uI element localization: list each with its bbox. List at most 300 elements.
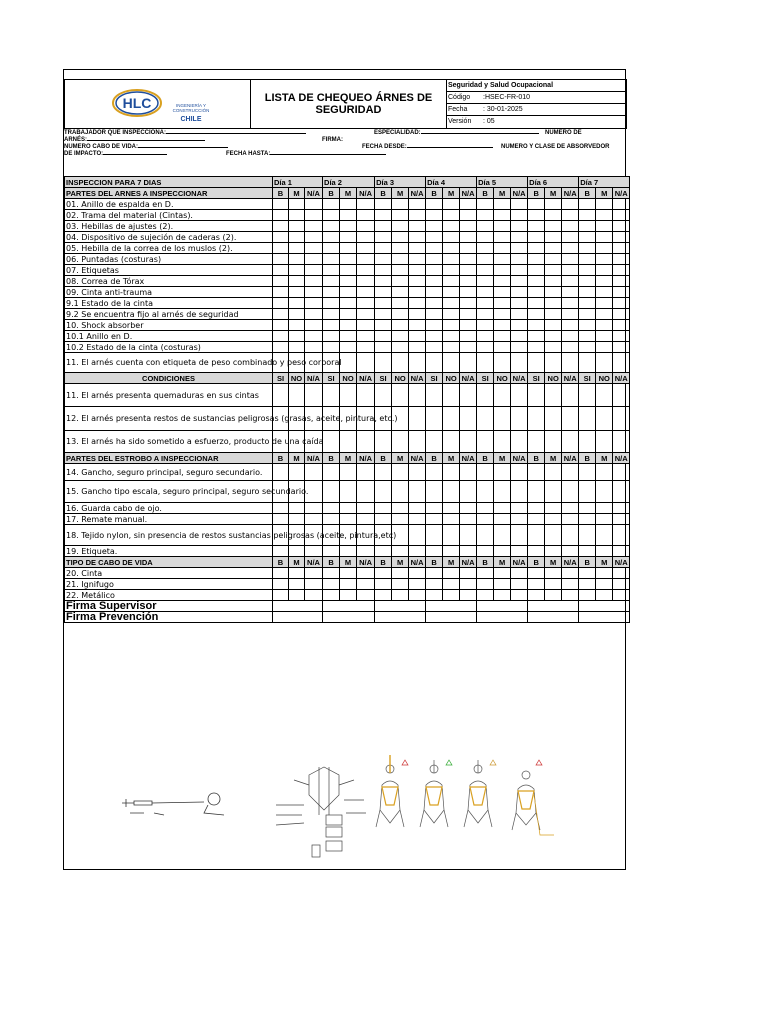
check-cell[interactable] <box>477 464 494 481</box>
check-cell[interactable] <box>426 353 443 373</box>
check-cell[interactable] <box>323 254 340 265</box>
check-cell[interactable] <box>443 199 460 210</box>
check-cell[interactable] <box>562 210 579 221</box>
check-cell[interactable] <box>613 353 630 373</box>
check-cell[interactable] <box>477 568 494 579</box>
check-cell[interactable] <box>426 503 443 514</box>
check-cell[interactable] <box>340 503 357 514</box>
check-cell[interactable] <box>392 503 409 514</box>
check-cell[interactable] <box>511 232 528 243</box>
check-cell[interactable] <box>443 221 460 232</box>
check-cell[interactable] <box>375 481 392 503</box>
check-cell[interactable] <box>375 503 392 514</box>
check-cell[interactable] <box>323 309 340 320</box>
check-cell[interactable] <box>511 525 528 546</box>
check-cell[interactable] <box>443 331 460 342</box>
check-cell[interactable] <box>305 342 323 353</box>
check-cell[interactable] <box>323 431 340 453</box>
check-cell[interactable] <box>340 276 357 287</box>
check-cell[interactable] <box>579 287 596 298</box>
check-cell[interactable] <box>392 309 409 320</box>
check-cell[interactable] <box>460 579 477 590</box>
field-fecha-desde[interactable]: FECHA DESDE: <box>362 144 493 151</box>
check-cell[interactable] <box>323 590 340 601</box>
check-cell[interactable] <box>596 342 613 353</box>
check-cell[interactable] <box>562 481 579 503</box>
check-cell[interactable] <box>426 514 443 525</box>
check-cell[interactable] <box>392 265 409 276</box>
check-cell[interactable] <box>340 287 357 298</box>
check-cell[interactable] <box>273 221 289 232</box>
check-cell[interactable] <box>443 254 460 265</box>
check-cell[interactable] <box>409 254 426 265</box>
check-cell[interactable] <box>579 590 596 601</box>
check-cell[interactable] <box>511 309 528 320</box>
check-cell[interactable] <box>562 384 579 407</box>
check-cell[interactable] <box>392 331 409 342</box>
check-cell[interactable] <box>511 407 528 431</box>
check-cell[interactable] <box>375 243 392 254</box>
check-cell[interactable] <box>409 514 426 525</box>
check-cell[interactable] <box>511 298 528 309</box>
check-cell[interactable] <box>528 287 545 298</box>
check-cell[interactable] <box>340 431 357 453</box>
check-cell[interactable] <box>511 431 528 453</box>
check-cell[interactable] <box>289 514 305 525</box>
check-cell[interactable] <box>273 464 289 481</box>
check-cell[interactable] <box>305 287 323 298</box>
check-cell[interactable] <box>511 320 528 331</box>
check-cell[interactable] <box>562 331 579 342</box>
check-cell[interactable] <box>460 546 477 557</box>
check-cell[interactable] <box>545 342 562 353</box>
check-cell[interactable] <box>477 431 494 453</box>
signature-cell[interactable] <box>528 612 579 623</box>
check-cell[interactable] <box>494 503 511 514</box>
check-cell[interactable] <box>528 232 545 243</box>
check-cell[interactable] <box>392 232 409 243</box>
check-cell[interactable] <box>305 276 323 287</box>
check-cell[interactable] <box>579 276 596 287</box>
check-cell[interactable] <box>596 232 613 243</box>
check-cell[interactable] <box>579 298 596 309</box>
check-cell[interactable] <box>305 503 323 514</box>
check-cell[interactable] <box>511 254 528 265</box>
check-cell[interactable] <box>511 353 528 373</box>
check-cell[interactable] <box>443 287 460 298</box>
check-cell[interactable] <box>409 243 426 254</box>
check-cell[interactable] <box>579 481 596 503</box>
check-cell[interactable] <box>511 265 528 276</box>
check-cell[interactable] <box>340 221 357 232</box>
check-cell[interactable] <box>494 464 511 481</box>
check-cell[interactable] <box>596 481 613 503</box>
check-cell[interactable] <box>477 579 494 590</box>
check-cell[interactable] <box>426 590 443 601</box>
check-cell[interactable] <box>460 320 477 331</box>
check-cell[interactable] <box>460 243 477 254</box>
check-cell[interactable] <box>596 199 613 210</box>
check-cell[interactable] <box>273 254 289 265</box>
check-cell[interactable] <box>443 590 460 601</box>
check-cell[interactable] <box>375 342 392 353</box>
check-cell[interactable] <box>494 232 511 243</box>
check-cell[interactable] <box>305 309 323 320</box>
check-cell[interactable] <box>494 210 511 221</box>
check-cell[interactable] <box>323 265 340 276</box>
check-cell[interactable] <box>289 287 305 298</box>
check-cell[interactable] <box>579 309 596 320</box>
check-cell[interactable] <box>392 384 409 407</box>
check-cell[interactable] <box>426 320 443 331</box>
check-cell[interactable] <box>579 353 596 373</box>
check-cell[interactable] <box>511 331 528 342</box>
check-cell[interactable] <box>562 503 579 514</box>
check-cell[interactable] <box>273 590 289 601</box>
check-cell[interactable] <box>443 276 460 287</box>
check-cell[interactable] <box>375 287 392 298</box>
check-cell[interactable] <box>323 384 340 407</box>
check-cell[interactable] <box>613 464 630 481</box>
check-cell[interactable] <box>460 464 477 481</box>
check-cell[interactable] <box>579 503 596 514</box>
check-cell[interactable] <box>613 525 630 546</box>
check-cell[interactable] <box>305 232 323 243</box>
check-cell[interactable] <box>426 431 443 453</box>
check-cell[interactable] <box>545 254 562 265</box>
check-cell[interactable] <box>596 503 613 514</box>
check-cell[interactable] <box>289 210 305 221</box>
check-cell[interactable] <box>477 546 494 557</box>
check-cell[interactable] <box>494 546 511 557</box>
check-cell[interactable] <box>443 265 460 276</box>
check-cell[interactable] <box>409 407 426 431</box>
check-cell[interactable] <box>613 481 630 503</box>
check-cell[interactable] <box>494 287 511 298</box>
check-cell[interactable] <box>409 298 426 309</box>
signature-cell[interactable] <box>579 612 630 623</box>
check-cell[interactable] <box>443 309 460 320</box>
check-cell[interactable] <box>596 525 613 546</box>
check-cell[interactable] <box>443 464 460 481</box>
check-cell[interactable] <box>305 210 323 221</box>
check-cell[interactable] <box>460 254 477 265</box>
check-cell[interactable] <box>375 579 392 590</box>
check-cell[interactable] <box>494 590 511 601</box>
check-cell[interactable] <box>613 265 630 276</box>
check-cell[interactable] <box>289 199 305 210</box>
check-cell[interactable] <box>409 199 426 210</box>
check-cell[interactable] <box>511 287 528 298</box>
check-cell[interactable] <box>460 431 477 453</box>
check-cell[interactable] <box>305 464 323 481</box>
check-cell[interactable] <box>511 221 528 232</box>
check-cell[interactable] <box>357 243 375 254</box>
check-cell[interactable] <box>443 298 460 309</box>
check-cell[interactable] <box>579 546 596 557</box>
check-cell[interactable] <box>596 431 613 453</box>
check-cell[interactable] <box>545 546 562 557</box>
check-cell[interactable] <box>289 579 305 590</box>
check-cell[interactable] <box>596 298 613 309</box>
check-cell[interactable] <box>562 243 579 254</box>
check-cell[interactable] <box>494 431 511 453</box>
signature-cell[interactable] <box>323 612 375 623</box>
check-cell[interactable] <box>357 514 375 525</box>
check-cell[interactable] <box>562 407 579 431</box>
check-cell[interactable] <box>545 276 562 287</box>
check-cell[interactable] <box>596 568 613 579</box>
check-cell[interactable] <box>596 221 613 232</box>
check-cell[interactable] <box>613 384 630 407</box>
check-cell[interactable] <box>494 243 511 254</box>
signature-cell[interactable] <box>375 601 426 612</box>
signature-cell[interactable] <box>477 612 528 623</box>
check-cell[interactable] <box>460 590 477 601</box>
check-cell[interactable] <box>392 221 409 232</box>
check-cell[interactable] <box>596 320 613 331</box>
check-cell[interactable] <box>528 342 545 353</box>
signature-cell[interactable] <box>273 612 323 623</box>
check-cell[interactable] <box>426 481 443 503</box>
check-cell[interactable] <box>392 481 409 503</box>
check-cell[interactable] <box>375 232 392 243</box>
check-cell[interactable] <box>596 331 613 342</box>
check-cell[interactable] <box>511 514 528 525</box>
check-cell[interactable] <box>409 503 426 514</box>
check-cell[interactable] <box>357 568 375 579</box>
check-cell[interactable] <box>426 579 443 590</box>
check-cell[interactable] <box>494 384 511 407</box>
check-cell[interactable] <box>392 590 409 601</box>
check-cell[interactable] <box>477 525 494 546</box>
check-cell[interactable] <box>273 384 289 407</box>
check-cell[interactable] <box>545 320 562 331</box>
check-cell[interactable] <box>613 320 630 331</box>
check-cell[interactable] <box>426 568 443 579</box>
check-cell[interactable] <box>613 221 630 232</box>
check-cell[interactable] <box>460 221 477 232</box>
check-cell[interactable] <box>426 331 443 342</box>
check-cell[interactable] <box>357 287 375 298</box>
check-cell[interactable] <box>477 199 494 210</box>
check-cell[interactable] <box>579 232 596 243</box>
check-cell[interactable] <box>375 331 392 342</box>
check-cell[interactable] <box>357 342 375 353</box>
check-cell[interactable] <box>443 342 460 353</box>
check-cell[interactable] <box>528 384 545 407</box>
check-cell[interactable] <box>375 254 392 265</box>
check-cell[interactable] <box>340 342 357 353</box>
signature-cell[interactable] <box>375 612 426 623</box>
check-cell[interactable] <box>511 464 528 481</box>
check-cell[interactable] <box>375 210 392 221</box>
field-impacto[interactable]: DE IMPACTO: <box>64 151 167 158</box>
check-cell[interactable] <box>323 503 340 514</box>
check-cell[interactable] <box>357 254 375 265</box>
check-cell[interactable] <box>477 232 494 243</box>
check-cell[interactable] <box>579 331 596 342</box>
check-cell[interactable] <box>323 342 340 353</box>
check-cell[interactable] <box>460 276 477 287</box>
check-cell[interactable] <box>494 254 511 265</box>
check-cell[interactable] <box>305 331 323 342</box>
check-cell[interactable] <box>426 221 443 232</box>
check-cell[interactable] <box>426 525 443 546</box>
check-cell[interactable] <box>289 590 305 601</box>
signature-cell[interactable] <box>426 601 477 612</box>
check-cell[interactable] <box>579 514 596 525</box>
check-cell[interactable] <box>460 481 477 503</box>
check-cell[interactable] <box>289 243 305 254</box>
check-cell[interactable] <box>494 221 511 232</box>
check-cell[interactable] <box>375 546 392 557</box>
field-trabajador[interactable]: TRABAJADOR QUE INSPECCIONA: <box>64 130 306 137</box>
check-cell[interactable] <box>426 254 443 265</box>
check-cell[interactable] <box>579 265 596 276</box>
check-cell[interactable] <box>426 407 443 431</box>
check-cell[interactable] <box>579 407 596 431</box>
check-cell[interactable] <box>528 331 545 342</box>
check-cell[interactable] <box>392 568 409 579</box>
check-cell[interactable] <box>357 265 375 276</box>
check-cell[interactable] <box>460 287 477 298</box>
check-cell[interactable] <box>340 199 357 210</box>
check-cell[interactable] <box>562 232 579 243</box>
check-cell[interactable] <box>443 525 460 546</box>
check-cell[interactable] <box>562 579 579 590</box>
check-cell[interactable] <box>460 265 477 276</box>
check-cell[interactable] <box>323 287 340 298</box>
check-cell[interactable] <box>426 265 443 276</box>
check-cell[interactable] <box>323 481 340 503</box>
check-cell[interactable] <box>528 221 545 232</box>
check-cell[interactable] <box>392 254 409 265</box>
check-cell[interactable] <box>596 514 613 525</box>
check-cell[interactable] <box>562 298 579 309</box>
check-cell[interactable] <box>613 590 630 601</box>
check-cell[interactable] <box>528 481 545 503</box>
check-cell[interactable] <box>409 221 426 232</box>
check-cell[interactable] <box>528 514 545 525</box>
check-cell[interactable] <box>340 320 357 331</box>
check-cell[interactable] <box>443 579 460 590</box>
check-cell[interactable] <box>357 464 375 481</box>
check-cell[interactable] <box>511 210 528 221</box>
check-cell[interactable] <box>494 353 511 373</box>
check-cell[interactable] <box>392 546 409 557</box>
check-cell[interactable] <box>409 232 426 243</box>
check-cell[interactable] <box>426 287 443 298</box>
check-cell[interactable] <box>511 199 528 210</box>
check-cell[interactable] <box>460 199 477 210</box>
check-cell[interactable] <box>528 199 545 210</box>
check-cell[interactable] <box>273 320 289 331</box>
check-cell[interactable] <box>375 199 392 210</box>
check-cell[interactable] <box>375 384 392 407</box>
check-cell[interactable] <box>340 464 357 481</box>
check-cell[interactable] <box>528 320 545 331</box>
check-cell[interactable] <box>392 464 409 481</box>
check-cell[interactable] <box>460 353 477 373</box>
check-cell[interactable] <box>340 298 357 309</box>
check-cell[interactable] <box>392 431 409 453</box>
check-cell[interactable] <box>323 199 340 210</box>
check-cell[interactable] <box>409 265 426 276</box>
check-cell[interactable] <box>357 590 375 601</box>
check-cell[interactable] <box>409 353 426 373</box>
check-cell[interactable] <box>340 243 357 254</box>
check-cell[interactable] <box>357 276 375 287</box>
check-cell[interactable] <box>443 407 460 431</box>
check-cell[interactable] <box>460 210 477 221</box>
check-cell[interactable] <box>579 525 596 546</box>
check-cell[interactable] <box>443 481 460 503</box>
check-cell[interactable] <box>596 546 613 557</box>
check-cell[interactable] <box>545 221 562 232</box>
check-cell[interactable] <box>375 431 392 453</box>
check-cell[interactable] <box>426 342 443 353</box>
check-cell[interactable] <box>545 265 562 276</box>
check-cell[interactable] <box>494 407 511 431</box>
check-cell[interactable] <box>511 276 528 287</box>
check-cell[interactable] <box>494 309 511 320</box>
check-cell[interactable] <box>392 320 409 331</box>
check-cell[interactable] <box>409 210 426 221</box>
check-cell[interactable] <box>289 221 305 232</box>
check-cell[interactable] <box>289 384 305 407</box>
check-cell[interactable] <box>562 287 579 298</box>
check-cell[interactable] <box>409 568 426 579</box>
check-cell[interactable] <box>409 590 426 601</box>
check-cell[interactable] <box>545 481 562 503</box>
check-cell[interactable] <box>511 579 528 590</box>
signature-cell[interactable] <box>579 601 630 612</box>
check-cell[interactable] <box>305 579 323 590</box>
check-cell[interactable] <box>323 568 340 579</box>
check-cell[interactable] <box>443 546 460 557</box>
check-cell[interactable] <box>305 298 323 309</box>
field-arnes[interactable]: ARNÉS: <box>64 137 205 144</box>
check-cell[interactable] <box>392 353 409 373</box>
check-cell[interactable] <box>545 464 562 481</box>
check-cell[interactable] <box>613 342 630 353</box>
check-cell[interactable] <box>613 503 630 514</box>
check-cell[interactable] <box>323 546 340 557</box>
check-cell[interactable] <box>528 210 545 221</box>
check-cell[interactable] <box>528 525 545 546</box>
check-cell[interactable] <box>289 568 305 579</box>
check-cell[interactable] <box>511 342 528 353</box>
check-cell[interactable] <box>305 320 323 331</box>
check-cell[interactable] <box>289 320 305 331</box>
signature-cell[interactable] <box>426 612 477 623</box>
check-cell[interactable] <box>596 254 613 265</box>
check-cell[interactable] <box>477 407 494 431</box>
check-cell[interactable] <box>528 309 545 320</box>
check-cell[interactable] <box>273 568 289 579</box>
check-cell[interactable] <box>392 579 409 590</box>
check-cell[interactable] <box>323 579 340 590</box>
check-cell[interactable] <box>426 199 443 210</box>
check-cell[interactable] <box>375 464 392 481</box>
check-cell[interactable] <box>596 579 613 590</box>
check-cell[interactable] <box>562 309 579 320</box>
check-cell[interactable] <box>477 331 494 342</box>
check-cell[interactable] <box>494 568 511 579</box>
check-cell[interactable] <box>409 320 426 331</box>
check-cell[interactable] <box>340 546 357 557</box>
